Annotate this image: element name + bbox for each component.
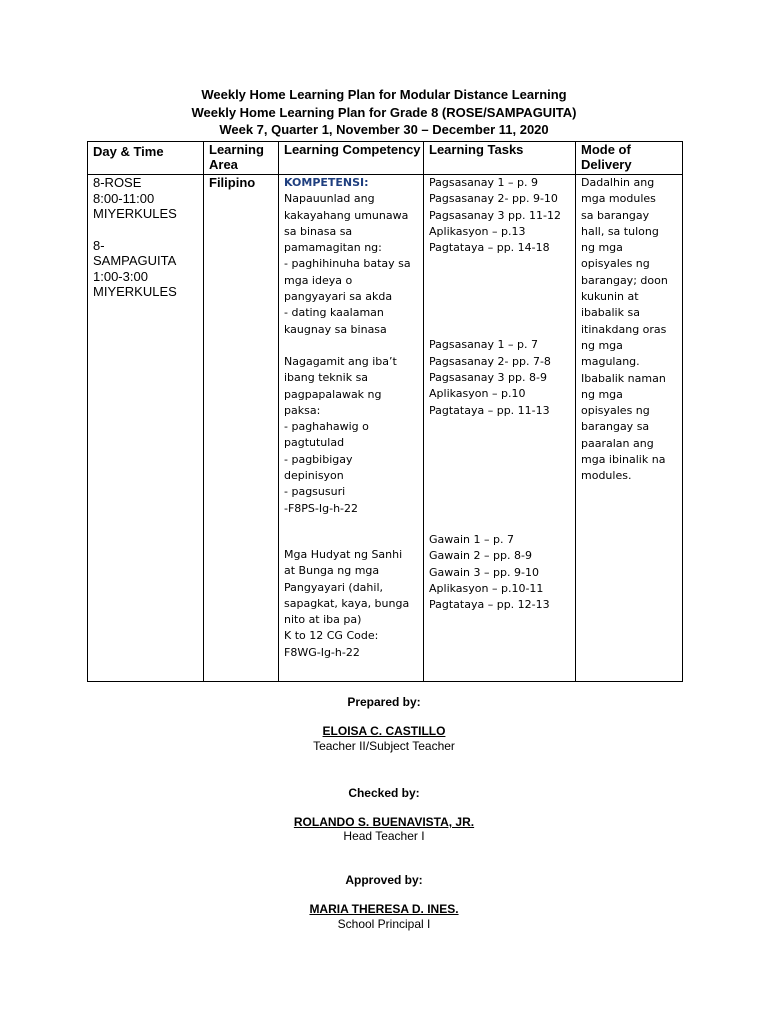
cell-tasks	[424, 175, 576, 682]
cell-day-time	[88, 175, 204, 682]
prepared-name: ELOISA C. CASTILLO	[322, 724, 446, 738]
header-tasks: Learning Tasks	[424, 142, 576, 175]
competency-heading: KOMPETENSI:	[284, 176, 369, 189]
prepared-label: Prepared by:	[347, 695, 421, 709]
learning-plan-table	[87, 141, 683, 682]
competency-3: Mga Hudyat ng Sanhi at Bunga ng mga Pangyayari (dahil, sapagkat, kaya, bunga nito at iba pa) K to 12 CG Code: F8WG-Ig-h-22	[284, 547, 410, 659]
header-day-time: Day & Time	[88, 142, 204, 175]
day-time-rose: 8-ROSE 8:00-11:00 MIYERKULES	[93, 175, 177, 221]
header-mode: Mode of Delivery	[576, 142, 683, 175]
cell-mode	[576, 175, 683, 682]
prepared-role: Teacher II/Subject Teacher	[313, 739, 455, 753]
header-competency: Learning Competency	[279, 142, 424, 175]
tasks-2: Pagsasanay 1 – p. 7 Pagsasanay 2- pp. 7-8 Pagsasanay 3 pp. 8-9 Aplikasyon – p.10 Pagtataya – pp. 11-13	[429, 338, 551, 417]
competency-2: Nagagamit ang iba’t ibang teknik sa pagpapalawak ng paksa: - paghahawig o pagtutulad - pagbibigay depinisyon - pagsusuri -F8PS-Ig-h-22	[284, 354, 397, 515]
day-time-sampaguita: 8- SAMPAGUITA 1:00-3:00 MIYERKULES	[93, 237, 177, 299]
mode-of-delivery: Dadalhin ang mga modules sa barangay hall, sa tulong ng mga opisyales ng barangay; doon kukunin at ibabalik sa itinakdang oras ng mga magulang. Ibabalik naman ng mga opisyales ng barangay sa paaralan ang mga ibinalik na modules.	[581, 176, 668, 483]
header-learning-area: Learning Area	[204, 142, 279, 175]
table-header-row	[88, 142, 683, 175]
tasks-1: Pagsasanay 1 – p. 9 Pagsasanay 2- pp. 9-10 Pagsasanay 3 pp. 11-12 Aplikasyon – p.13 Pagtataya – pp. 14-18	[429, 176, 561, 255]
document-header	[0, 86, 768, 139]
approved-label: Approved by:	[345, 873, 423, 887]
competency-1: Napauunlad ang kakayahang umunawa sa binasa sa pamamagitan ng: - paghihinuha batay sa mga ideya o pangyayari sa akda - dating kaalaman kaugnay sa binasa	[284, 192, 411, 336]
learning-area-value: Filipino	[209, 175, 256, 190]
title-line-1: Weekly Home Learning Plan for Modular Distance Learning	[201, 87, 567, 102]
title-line-2: Weekly Home Learning Plan for Grade 8 (ROSE/SAMPAGUITA)	[191, 104, 577, 120]
checked-label: Checked by:	[348, 786, 420, 800]
table-row	[88, 175, 683, 682]
checked-name: ROLANDO S. BUENAVISTA, JR.	[293, 815, 475, 829]
cell-competency	[279, 175, 424, 682]
title-line-3: Week 7, Quarter 1, November 30 – December 11, 2020	[219, 122, 549, 137]
tasks-3: Gawain 1 – p. 7 Gawain 2 – pp. 8-9 Gawain 3 – pp. 9-10 Aplikasyon – p.10-11 Pagtataya – pp. 12-13	[429, 532, 550, 612]
approved-name: MARIA THERESA D. INES.	[309, 902, 459, 916]
checked-role: Head Teacher I	[343, 829, 425, 843]
cell-learning-area	[204, 175, 279, 682]
approved-role: School Principal I	[337, 917, 431, 931]
